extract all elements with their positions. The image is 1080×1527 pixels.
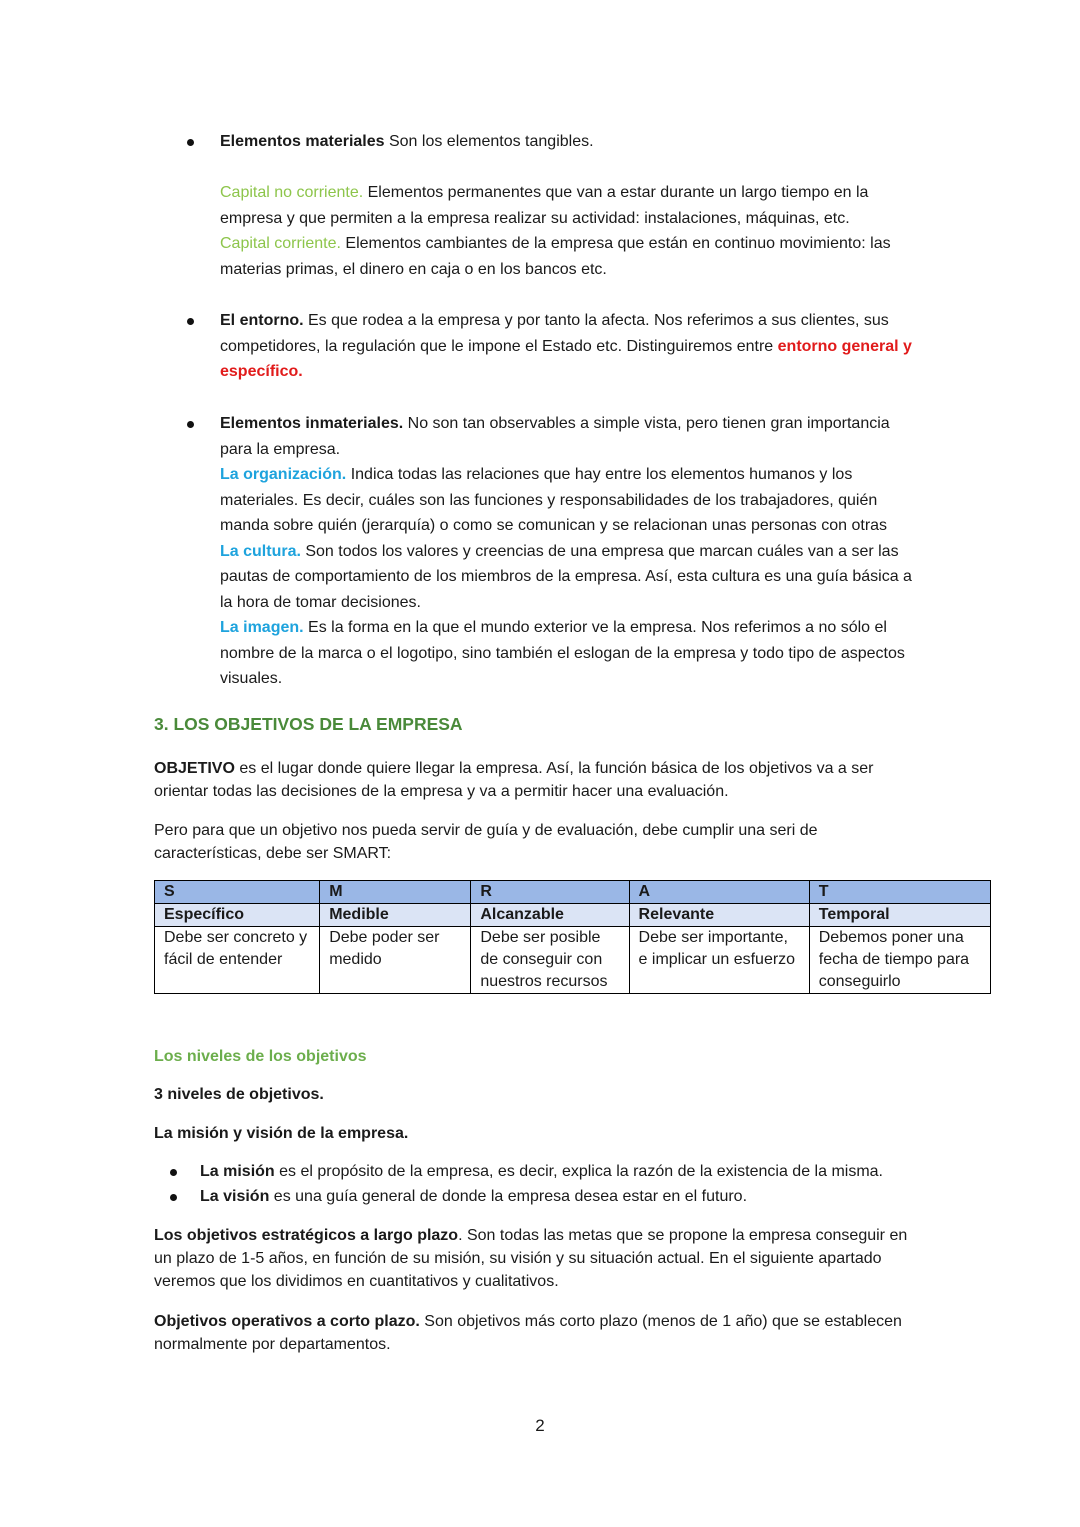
smart-table [154, 880, 991, 994]
objetivo-text: es el lugar donde quiere llegar la empresa. Así, la función básica de los objetivos va a ser orientar todas las decisiones de la empresa y va a permitir hacer una evaluación. [154, 760, 874, 800]
capital-paragraph [220, 180, 925, 282]
mision-label: La misión [200, 1163, 275, 1180]
bullet-dot [170, 1169, 177, 1176]
table-cell: Debe ser concreto y fácil de entender [155, 927, 320, 994]
capital-no-corriente-text: Elementos permanentes que van a estar durante un largo tiempo en la empresa y que permiten a la empresa realizar su actividad: instalaciones, máquinas, etc. [220, 184, 869, 227]
niveles-count: 3 niveles de objetivos. [154, 1086, 324, 1103]
niveles-title: Los niveles de los objetivos [154, 1048, 367, 1065]
table-cell: Específico [155, 904, 320, 927]
table-cell: Alcanzable [471, 904, 629, 927]
table-row [155, 881, 991, 904]
table-cell: Temporal [809, 904, 990, 927]
organizacion-text: Indica todas las relaciones que hay entre los elementos humanos y los materiales. Es decir, cuáles son las funciones y responsabilidades de los trabajadores, quién manda sobre quién (jerarquía) o como se comunican y se relacionan unas personas con otras [220, 466, 888, 534]
table-cell: Debe poder ser medido [320, 927, 471, 994]
table-cell: Medible [320, 904, 471, 927]
section-heading: 3. LOS OBJETIVOS DE LA EMPRESA [154, 714, 463, 734]
organizacion-label: La organización. [220, 466, 347, 483]
cultura-text: Son todos los valores y creencias de una empresa que marcan cuáles van a ser las pautas de comportamiento de los miembros de la empresa. Así, esta cultura es una guía básica a la hora de tomar decisiones. [220, 542, 912, 611]
estrategicos-paragraph [154, 1224, 914, 1293]
operativos-paragraph [154, 1310, 924, 1356]
materiales-title: Elementos materiales [220, 133, 385, 150]
table-cell: Relevante [629, 904, 809, 927]
table-cell: A [629, 881, 809, 904]
materiales-text: Son los elementos tangibles. [384, 133, 594, 150]
operativos-text: Son objetivos más corto plazo (menos de 1 año) que se establecen normalmente por departamentos. [154, 1313, 902, 1353]
vision-item [200, 1185, 960, 1208]
entorno-text: Es que rodea a la empresa y por tanto la afecta. Nos referimos a sus clientes, sus competidores, la regulación que le impone el Estado etc. Distinguiremos entre [220, 312, 889, 355]
mision-vision-title: La misión y visión de la empresa. [154, 1125, 409, 1142]
objetivo-paragraph [154, 757, 899, 803]
table-cell: Debemos poner una fecha de tiempo para conseguirlo [809, 927, 990, 994]
bullet-dot [187, 139, 194, 146]
table-cell: T [809, 881, 990, 904]
bullet-dot [170, 1194, 177, 1201]
page-number: 2 [535, 1416, 545, 1435]
bullet-dot [187, 318, 194, 325]
table-cell: M [320, 881, 471, 904]
objetivo-label: OBJETIVO [154, 760, 235, 777]
table-cell: Debe ser importante, e implicar un esfuerzo [629, 927, 809, 994]
table-row [155, 904, 991, 927]
smart-intro-paragraph: Pero para que un objetivo nos pueda servir de guía y de evaluación, debe cumplir una seri de características, debe ser SMART: [154, 822, 818, 862]
materiales-paragraph [220, 129, 940, 155]
operativos-label: Objetivos operativos a corto plazo. [154, 1313, 420, 1330]
imagen-label: La imagen. [220, 619, 304, 636]
table-cell: Debe ser posible de conseguir con nuestros recursos [471, 927, 629, 994]
bullet-dot [187, 421, 194, 428]
inmateriales-paragraph [220, 411, 925, 692]
capital-corriente-label: Capital corriente. [220, 235, 341, 252]
table-cell: R [471, 881, 629, 904]
entorno-title: El entorno. [220, 312, 304, 329]
estrategicos-label: Los objetivos estratégicos a largo plazo [154, 1227, 459, 1244]
capital-no-corriente-label: Capital no corriente. [220, 184, 364, 201]
mision-item [200, 1160, 960, 1183]
entorno-paragraph [220, 308, 930, 385]
mision-text: es el propósito de la empresa, es decir, explica la razón de la existencia de la misma. [274, 1163, 883, 1180]
table-row [155, 927, 991, 994]
cultura-label: La cultura. [220, 542, 301, 560]
inmateriales-title: Elementos inmateriales. [220, 415, 404, 432]
capital-corriente-text: Elementos cambiantes de la empresa que están en continuo movimiento: las materias primas, el dinero en caja o en los bancos etc. [220, 235, 891, 278]
inmateriales-text: No son tan observables a simple vista, pero tienen gran importancia para la empresa. [220, 415, 890, 458]
table-cell: S [155, 881, 320, 904]
vision-text: es una guía general de donde la empresa desea estar en el futuro. [269, 1188, 748, 1205]
entorno-highlight: entorno general y específico. [220, 337, 912, 380]
estrategicos-text: . Son todas las metas que se propone la empresa conseguir en un plazo de 1-5 años, en función de su misión, su visión y su situación actual. En el siguiente apartado veremos que los dividimos en cuantitativos y cualitativos. [154, 1227, 908, 1290]
imagen-text: Es la forma en la que el mundo exterior ve la empresa. Nos referimos a no sólo el nombre de la marca o el logotipo, sino también el eslogan de la empresa y todo tipo de aspectos visuales. [220, 619, 905, 687]
vision-label: La visión [200, 1188, 270, 1205]
